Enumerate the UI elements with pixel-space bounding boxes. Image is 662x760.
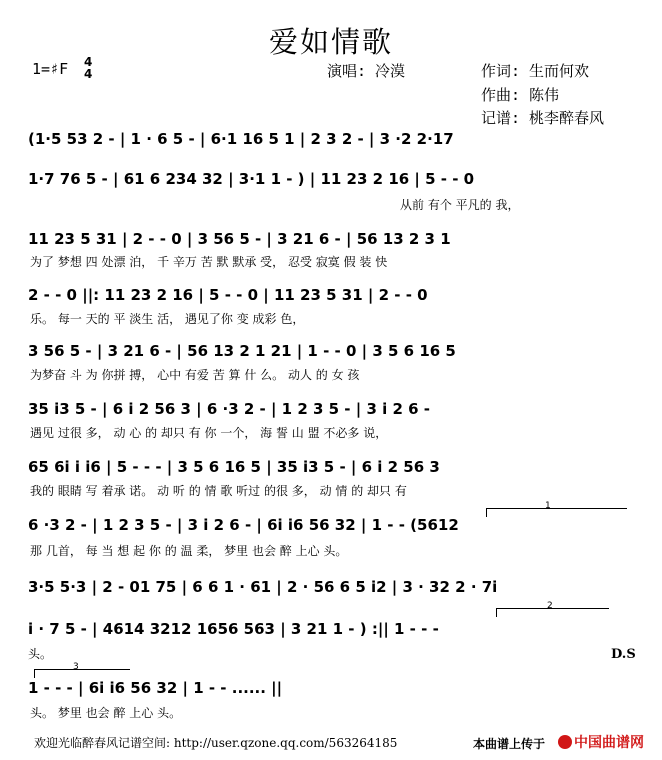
- footer-link[interactable]: 欢迎光临醉春风记谱空间: http://user.qzone.qq.com/563264185: [34, 736, 398, 750]
- notation-line: 3·5 5·3 | 2 - 01 75 | 6 6 1 · 61 | 2 · 56 6 5 i2 | 3 · 32 2 · 7i: [28, 578, 498, 596]
- logo-icon: [558, 735, 572, 749]
- lyric-line: 从前 有个 平凡的 我，: [400, 198, 520, 212]
- score-row-2: [28, 168, 628, 212]
- time-signature-bottom: 4: [84, 67, 93, 81]
- score-row-3: [28, 228, 628, 269]
- lyric-line: 我的 眼睛 写 着承 诺。 动 听 的 情 歌 听过 的很 多， 动 情 的 却只 有: [30, 484, 407, 498]
- volta-bracket-1: [486, 501, 627, 517]
- lyric-line: 乐。 每一 天的 平 淡生 活， 遇见了你 变 成彩 色，: [30, 312, 305, 326]
- dal-segno-mark: D.S: [611, 647, 636, 662]
- notation-line: 2 - - 0 ||: 11 23 2 16 | 5 - - 0 | 11 23 5 31 | 2 - - 0: [28, 286, 428, 304]
- notation-line: 6 ·3 2 - | 1 2 3 5 - | 3 i 2 6 - | 6i i6 56 32 | 1 - - (5612: [28, 516, 459, 534]
- transcriber-credit: 记谱: 桃李醉春风: [481, 109, 605, 127]
- score-row-6: [28, 398, 628, 440]
- time-signature: [84, 56, 92, 80]
- notation-line: 65 6i i i6 | 5 - - - | 3 5 6 16 5 | 35 i3 5 - | 6 i 2 56 3: [28, 458, 440, 476]
- lyric-line: 为了 梦想 四 处漂 泊， 千 辛万 苦 默 默承 受， 忍受 寂寞 假 装 快: [30, 255, 388, 269]
- site-logo[interactable]: [558, 732, 644, 752]
- volta-number: 2: [547, 601, 553, 611]
- lyric-line: 为梦奋 斗 为 你拼 搏， 心中 有爱 苦 算 什 么。 动人 的 女 孩: [30, 368, 360, 382]
- notation-line: 3 56 5 - | 3 21 6 - | 56 13 2 1 21 | 1 - - 0 | 3 5 6 16 5: [28, 342, 456, 360]
- score-title: 爱如情歌: [268, 25, 393, 59]
- lyric-line: 那 几首， 每 当 想 起 你 的 温 柔， 梦里 也会 醉 上心 头。: [30, 544, 348, 558]
- notation-line: 35 i3 5 - | 6 i 2 56 3 | 6 ·3 2 - | 1 2 3 5 - | 3 i 2 6 -: [28, 400, 431, 418]
- notation-line: 1 - - - | 6i i6 56 32 | 1 - - ...... ||: [28, 679, 283, 697]
- lyric-line: 遇见 过很 多， 动 心 的 却只 有 你 一个， 海 誓 山 盟 不必多 说，: [30, 426, 388, 440]
- score-row-11: [28, 677, 628, 720]
- time-signature-top: 4: [84, 55, 93, 69]
- score-row-8: [28, 514, 628, 558]
- volta-number: 3: [73, 662, 79, 672]
- score-row-9: [28, 576, 628, 598]
- score-row-5: [28, 340, 628, 382]
- volta-number: 1: [545, 501, 551, 511]
- singer-credit: 演唱: 冷漠: [327, 62, 406, 80]
- notation-line: 1·7 76 5 - | 61 6 234 32 | 3·1 1 - ) | 11 23 2 16 | 5 - - 0: [28, 170, 475, 188]
- volta-bracket-2: [496, 601, 609, 617]
- brand-name: 中国曲谱网: [574, 735, 644, 751]
- notation-line: (1·5 53 2 - | 1 · 6 5 - | 6·1 16 5 1 | 2 3 2 - | 3 ·2 2·17: [28, 130, 454, 148]
- lyric-line: 头。: [28, 647, 53, 661]
- score-row-4: [28, 284, 628, 326]
- lyricist-credit: 作词: 生而何欢: [481, 62, 590, 80]
- volta-bracket-3: [34, 662, 130, 678]
- lyric-line: 头。 梦里 也会 醉 上心 头。: [30, 706, 182, 720]
- notation-line: i · 7 5 - | 4614 3212 1656 563 | 3 21 1 - ) :|| 1 - - -: [28, 620, 439, 638]
- notation-line: 11 23 5 31 | 2 - - 0 | 3 56 5 - | 3 21 6 - | 56 13 2 3 1: [28, 230, 451, 248]
- upload-note: 本曲谱上传于: [473, 737, 546, 751]
- score-row-7: [28, 456, 628, 498]
- score-row-1: [28, 128, 628, 150]
- composer-credit: 作曲: 陈伟: [481, 86, 560, 104]
- key-signature: 1=♯F: [32, 60, 69, 78]
